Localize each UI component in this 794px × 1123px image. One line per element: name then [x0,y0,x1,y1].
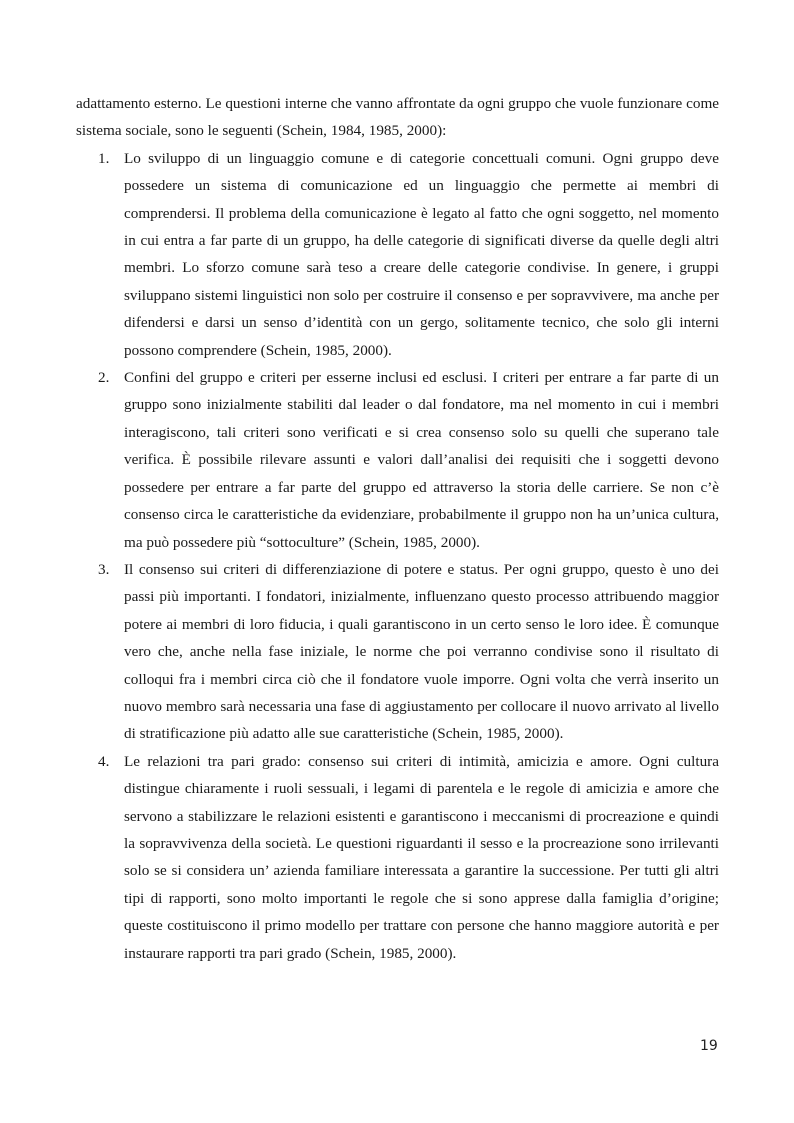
page-body [76,90,719,967]
list-item-text: Confini del gruppo e criteri per esserne inclusi ed esclusi. I criteri per entrare a far parte di un gruppo sono inizialmente stabiliti dal leader o dal fondatore, ma nel momento in cui i membri interagiscono, tali criteri sono verificati e si crea consenso solo su quelli che superano tale verifica. È possibile rilevare assunti e valori dall’analisi dei requisiti che i soggetti devono possedere per entrare a far parte del gruppo ed attraverso la storia delle carriere. Se non c’è consenso circa le caratteristiche da evidenziare, probabilmente il gruppo non ha un’unica cultura, ma può possedere più “sottoculture” (Schein, 1985, 2000). [124,369,719,551]
list-item [76,556,719,748]
list-item-number: 2. [98,369,110,387]
list-item-number: 1. [98,149,110,167]
numbered-list [76,145,719,967]
list-item [76,364,719,556]
list-item [76,748,719,967]
list-item-number: 3. [98,560,110,578]
list-item-text: Il consenso sui criteri di differenziazione di potere e status. Per ogni gruppo, questo è uno dei passi più importanti. I fondatori, inizialmente, influenzano questo processo attribuendo maggior potere ai membri di loro fiducia, i quali garantiscono in un certo senso le loro idee. È comunque vero che, anche nella fase iniziale, le norme che poi verranno condivise sono il risultato di colloqui fra i membri circa ciò che il fondatore vuole imporre. Ogni volta che verrà inserito un nuovo membro sarà necessaria una fase di aggiustamento per collocare il nuovo arrivato al livello di stratificazione più adatto alle sue caratteristiche (Schein, 1985, 2000). [124,560,719,743]
list-item-text: Le relazioni tra pari grado: consenso sui criteri di intimità, amicizia e amore. Ogni cultura distingue chiaramente i ruoli sessuali, i legami di parentela e le regole di amicizia e amore che servono a stabilizzare le relazioni esistenti e garantiscono i meccanismi di procreazione e quindi la sopravvivenza della società. Le questioni riguardanti il sesso e la procreazione sono irrilevanti solo se si considera un’ azienda familiare interessata a garantire la successione. Per tutti gli altri tipi di rapporti, sono molto importanti le regole che si sono apprese dalla famiglia d’origine; queste costituiscono il primo modello per trattare con persone che hanno maggiore autorità e per instaurare rapporti tra pari grado (Schein, 1985, 2000). [124,752,719,962]
list-item-number: 4. [98,752,110,770]
list-item [76,145,719,364]
list-item-text: Lo sviluppo di un linguaggio comune e di categorie concettuali comuni. Ogni gruppo deve possedere un sistema di comunicazione ed un linguaggio che permette ai membri di comprendersi. Il problema della comunicazione è legato al fatto che ogni soggetto, nel momento in cui entra a far parte di un gruppo, ha delle categorie di significati diverse da quelle degli altri membri. Lo sforzo comune sarà teso a creare delle categorie condivise. In genere, i gruppi sviluppano sistemi linguistici non solo per costruire il consenso e per sopravvivere, ma anche per difendersi e darsi un senso d’identità con un gergo, solitamente tecnico, che solo gli interni possono comprendere (Schein, 1985, 2000). [124,149,719,359]
page-number: 19 [700,1038,718,1054]
intro-paragraph: adattamento esterno. Le questioni interne che vanno affrontate da ogni gruppo che vuole funzionare come sistema sociale, sono le seguenti (Schein, 1984, 1985, 2000): [76,95,719,140]
